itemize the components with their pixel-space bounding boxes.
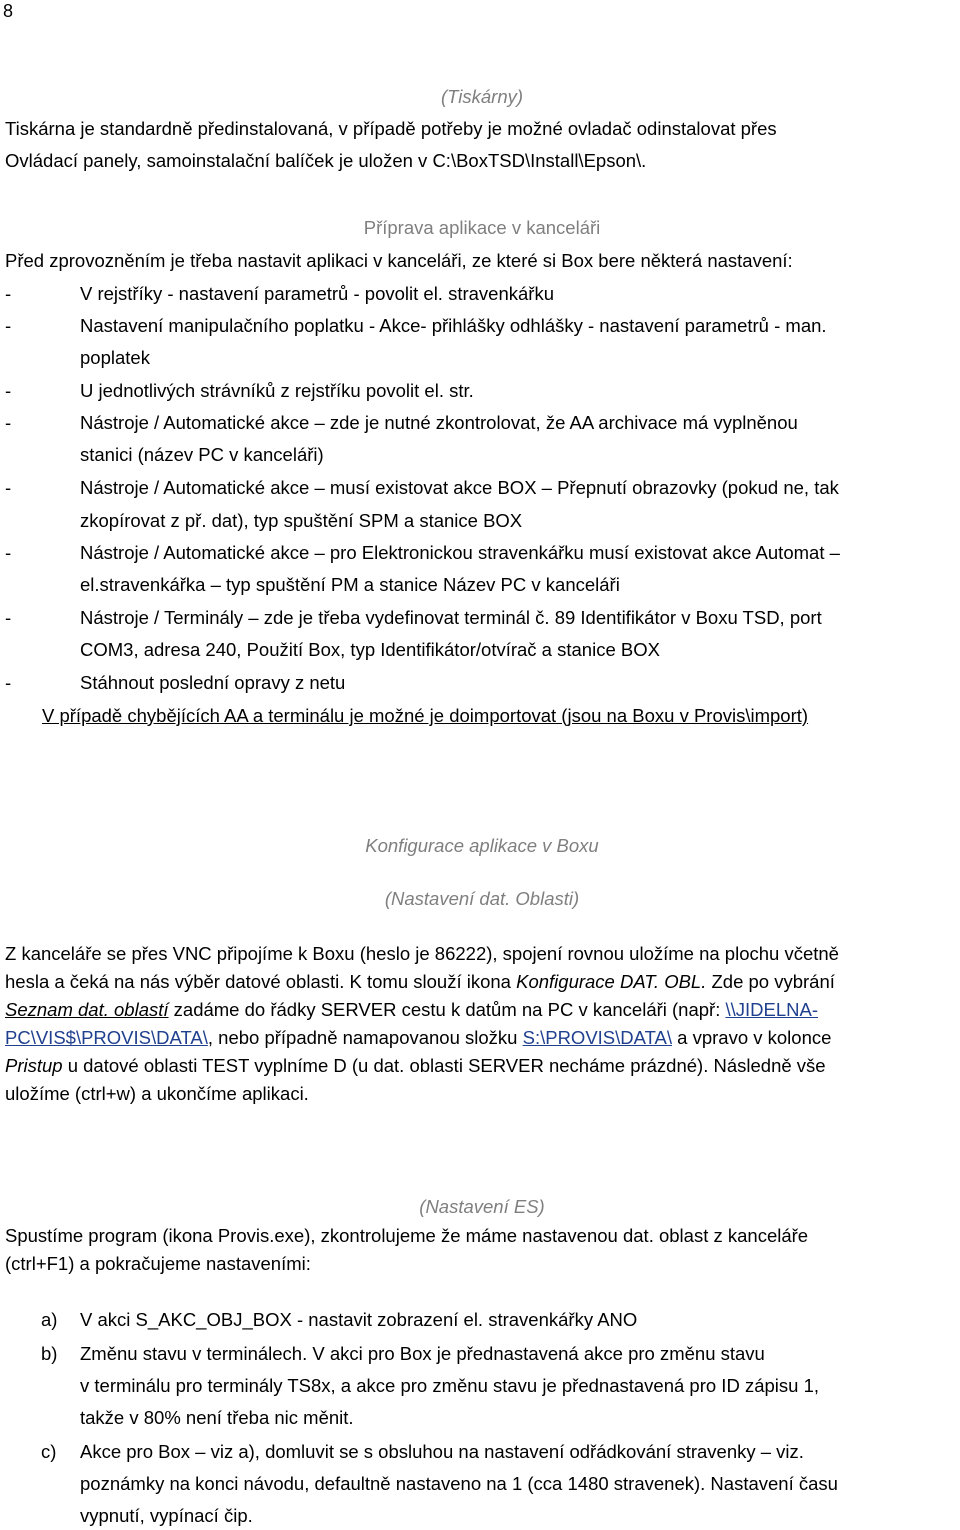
bullet-item-4-line-2: stanici (název PC v kanceláři) (80, 444, 324, 465)
bullet-dash: - (5, 477, 12, 498)
bullet-item-6-line-2: el.stravenkářka – typ spuštění PM a stanice Název PC v kanceláři (80, 574, 620, 595)
bullet-dash: - (5, 672, 12, 693)
list-item-b-line-2: v terminálu pro terminály TS8x, a akce pro změnu stavu je přednastavená pro ID zápisu 1, (80, 1375, 819, 1396)
bullet-dash: - (5, 315, 12, 336)
pristup-column-term: Pristup (5, 1055, 63, 1076)
office-setup-intro: Před zprovozněním je třeba nastavit aplikaci v kanceláři, ze které si Box bere některá nastavení: (5, 250, 793, 271)
box-config-heading: Konfigurace aplikace v Boxu (365, 835, 599, 856)
list-label-b: b) (41, 1343, 58, 1364)
printers-text-line-1: Tiskárna je standardně předinstalovaná, v případě potřeby je možné ovladač odinstalovat přes (5, 118, 777, 139)
import-note: V případě chybějících AA a terminálu je možné je doimportovat (jsou na Boxu v Provis\import) (42, 705, 809, 726)
bullet-dash: - (5, 542, 12, 563)
list-item-c-line-1: Akce pro Box – viz a), domluvit se s obsluhou na nastavení odřádkování stravenky – viz. (80, 1441, 804, 1462)
list-item-c-line-3: vypnutí, vypínací čip. (80, 1505, 253, 1526)
bullet-item-5-line-2: zkopírovat z př. dat), typ spuštění SPM a stanice BOX (80, 510, 523, 531)
bullet-item-5-line-1: Nástroje / Automatické akce – musí existovat akce BOX – Přepnutí obrazovky (pokud ne, tak (80, 477, 839, 498)
office-setup-heading: Příprava aplikace v kanceláři (363, 217, 601, 238)
data-area-subheading: (Nastavení dat. Oblasti) (384, 888, 580, 909)
unc-path-link-continued[interactable]: PC\VIS$\PROVIS\DATA\ (5, 1027, 208, 1048)
config-icon-name: Konfigurace DAT. OBL. (516, 971, 707, 992)
es-settings-heading: (Nastavení ES) (419, 1196, 545, 1217)
bullet-item-1: V rejstříky - nastavení parametrů - povolit el. stravenkářku (80, 283, 554, 304)
bullet-item-2-line-2: poplatek (80, 347, 150, 368)
bullet-item-7-line-2: COM3, adresa 240, Použití Box, typ Identifikátor/otvírač a stanice BOX (80, 639, 660, 660)
list-item-b-line-1: Změnu stavu v terminálech. V akci pro Box je přednastavená akce pro změnu stavu (80, 1343, 765, 1364)
bullet-item-2-line-1: Nastavení manipulačního poplatku - Akce- přihlášky odhlášky - nastavení parametrů - man. (80, 315, 827, 336)
bullet-item-8: Stáhnout poslední opravy z netu (80, 672, 346, 693)
bullet-dash: - (5, 283, 12, 304)
box-config-line-6: uložíme (ctrl+w) a ukončíme aplikaci. (5, 1083, 309, 1104)
box-config-line-5: Pristup u datové oblasti TEST vyplníme D (u dat. oblasti SERVER necháme prázdné). Následně vše (5, 1055, 826, 1076)
bullet-item-6-line-1: Nástroje / Automatické akce – pro Elektronickou stravenkářku musí existovat akce Automat – (80, 542, 840, 563)
bullet-item-3: U jednotlivých strávníků z rejstříku povolit el. str. (80, 380, 474, 401)
bullet-dash: - (5, 380, 12, 401)
list-label-c: c) (41, 1441, 57, 1462)
es-settings-line-1: Spustíme program (ikona Provis.exe), zkontrolujeme že máme nastavenou dat. oblast z kanceláře (5, 1225, 809, 1246)
list-item-b-line-3: takže v 80% není třeba nic měnit. (80, 1407, 354, 1428)
bullet-item-7-line-1: Nástroje / Terminály – zde je třeba vydefinovat terminál č. 89 Identifikátor v Boxu TSD, port (80, 607, 822, 628)
list-label-a: a) (41, 1309, 58, 1330)
data-areas-list-term: Seznam dat. oblastí (5, 999, 169, 1020)
unc-path-link[interactable]: \\JIDELNA- (725, 999, 819, 1020)
bullet-item-4-line-1: Nástroje / Automatické akce – zde je nutné zkontrolovat, že AA archivace má vyplněnou (80, 412, 798, 433)
page-number: 8 (3, 1, 14, 21)
list-item-c-line-2: poznámky na konci návodu, defaultně nastaveno na 1 (cca 1480 stravenek). Nastavení času (80, 1473, 838, 1494)
bullet-dash: - (5, 412, 12, 433)
printers-text-line-2: Ovládací panely, samoinstalační balíček je uložen v C:\BoxTSD\Install\Epson\. (5, 150, 647, 171)
es-settings-line-2: (ctrl+F1) a pokračujeme nastaveními: (5, 1253, 311, 1274)
bullet-dash: - (5, 607, 12, 628)
box-config-line-3: Seznam dat. oblastí zadáme do řádky SERVER cestu k datům na PC v kanceláři (např: \\JIDELNA- (5, 999, 819, 1020)
printers-heading: (Tiskárny) (440, 86, 524, 107)
list-item-a: V akci S_AKC_OBJ_BOX - nastavit zobrazení el. stravenkářky ANO (80, 1309, 638, 1330)
mapped-path-link[interactable]: S:\PROVIS\DATA\ (522, 1027, 673, 1048)
box-config-line-1: Z kanceláře se přes VNC připojíme k Boxu (heslo je 86222), spojení rovnou uložíme na plochu včetně (5, 943, 839, 964)
box-config-line-2: hesla a čeká na nás výběr datové oblasti. K tomu slouží ikona Konfigurace DAT. OBL. Zde po vybrání (5, 971, 835, 992)
box-config-line-4: PC\VIS$\PROVIS\DATA\, nebo případně namapovanou složku S:\PROVIS\DATA\ a vpravo v kolonce (5, 1027, 832, 1048)
